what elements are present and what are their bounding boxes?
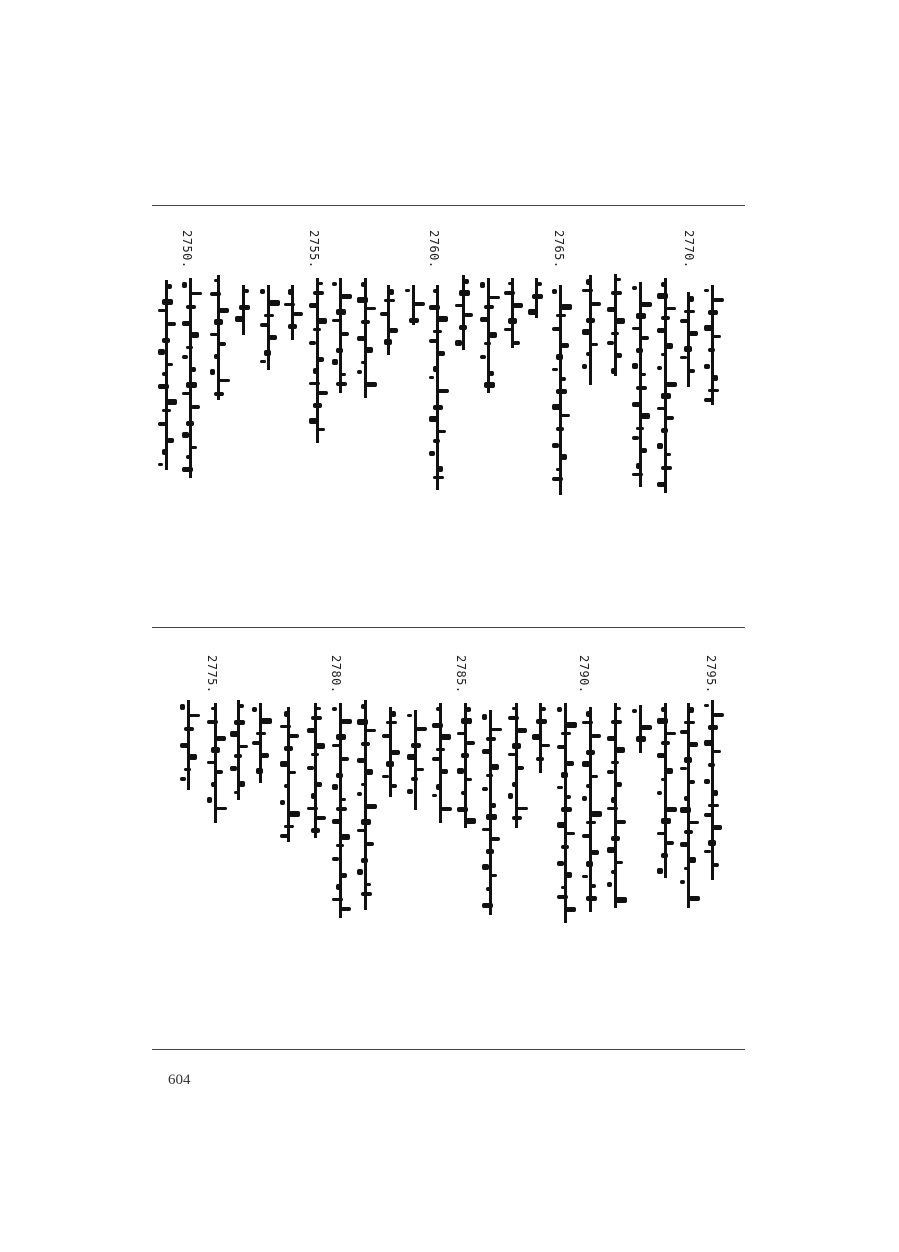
mongolian-text-line: [307, 703, 324, 838]
mongolian-text-line: [309, 278, 326, 443]
mongolian-text-line: [382, 707, 399, 797]
mongolian-text-line: [704, 700, 721, 880]
mongolian-text-line: [552, 285, 569, 495]
mongolian-text-line: [657, 278, 674, 493]
mongolian-text-line: [432, 703, 449, 823]
mongolian-text-line: [582, 707, 599, 912]
mongolian-text-line: [252, 703, 269, 783]
mongolian-text-line: [429, 285, 446, 490]
mongolian-text-line: [380, 285, 397, 355]
mongolian-text-line: [357, 278, 374, 398]
mongolian-text-line: [528, 278, 545, 318]
verse-number: 2760.: [427, 230, 441, 269]
mongolian-text-line: [284, 285, 301, 340]
bottom-rule: [152, 1049, 745, 1050]
mongolian-text-line: [457, 703, 474, 828]
top-rule: [152, 205, 745, 206]
mongolian-text-line: [607, 703, 624, 908]
mongolian-text-line: [207, 703, 224, 823]
mongolian-text-line: [455, 275, 472, 350]
mongolian-text-line: [280, 707, 297, 842]
verse-number: 2780.: [329, 655, 343, 694]
mongolian-text-line: [482, 710, 499, 915]
mongolian-text-line: [582, 275, 599, 385]
mongolian-text-line: [332, 278, 349, 393]
mongolian-text-line: [158, 280, 175, 470]
verse-number: 2795.: [704, 655, 718, 694]
page-number: 604: [168, 1072, 191, 1088]
mongolian-text-line: [235, 285, 252, 335]
mongolian-text-line: [508, 703, 525, 828]
middle-rule: [152, 627, 745, 628]
mongolian-text-line: [405, 285, 422, 325]
mongolian-text-line: [480, 278, 497, 393]
mongolian-text-line: [407, 710, 424, 810]
verse-number: 2775.: [205, 655, 219, 694]
verse-number: 2765.: [552, 230, 566, 269]
mongolian-text-line: [632, 705, 649, 753]
mongolian-text-line: [557, 703, 574, 923]
lower-panel: [152, 655, 745, 1035]
mongolian-text-line: [532, 703, 549, 773]
mongolian-text-line: [182, 278, 199, 478]
mongolian-text-line: [504, 278, 521, 348]
mongolian-text-line: [680, 292, 697, 387]
verse-number: 2785.: [454, 655, 468, 694]
upper-panel: [152, 230, 745, 610]
mongolian-text-line: [657, 703, 674, 878]
verse-number: 2770.: [682, 230, 696, 269]
mongolian-text-line: [260, 285, 277, 370]
mongolian-text-line: [357, 700, 374, 910]
verse-number: 2755.: [307, 230, 321, 269]
mongolian-text-line: [332, 703, 349, 918]
mongolian-text-line: [680, 703, 697, 908]
mongolian-text-line: [632, 282, 649, 487]
mongolian-text-line: [230, 700, 247, 800]
mongolian-text-line: [180, 700, 197, 790]
verse-number: 2790.: [577, 655, 591, 694]
mongolian-text-line: [704, 285, 721, 405]
mongolian-text-line: [607, 274, 624, 376]
mongolian-text-line: [210, 275, 227, 400]
verse-number: 2750.: [180, 230, 194, 269]
